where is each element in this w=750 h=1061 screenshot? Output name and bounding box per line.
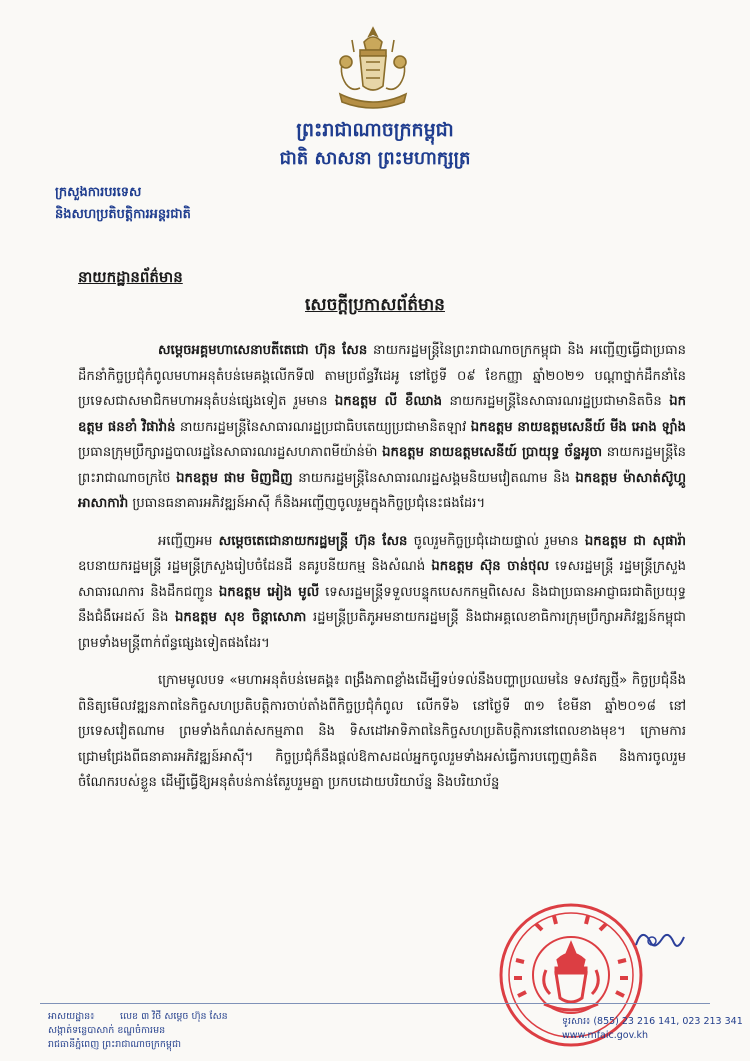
ministry-line-2: និងសហប្រតិបត្តិការអន្តរជាតិ [55, 207, 191, 222]
national-motto: ជាតិ សាសនា ព្រះមហាក្សត្រ [279, 148, 471, 169]
text-bold: សម្តេចអគ្គមហាសេនាបតីតេជោ ហ៊ុន សែន [158, 343, 368, 358]
text-bold: ឯកឧត្តម អៀង មូលី [218, 584, 320, 600]
document-body [78, 338, 686, 808]
text: ចូលរួមកិច្ចប្រជុំដោយផ្ទាល់ រួមមាន [407, 533, 585, 549]
text: នាយករដ្ឋមន្ត្រីនៃព្រះរាជាណាចក្រកម្ពុជា និង អញ្ជើញធ្វើជាប្រធានដឹកនាំកិច្ចប្រជុំកំពូលមហាអនុតំបន់មេគង្គលើកទី៧ តាមប្រព័ន្ធវីដេអូ នៅថ្ងៃទី ០៩ ខែកញ្ញា ឆ្នាំ២០២១ បណ្តាថ្នាក់ដឹកនាំនៃប្រទេសជាសមាជិកមហាអនុតំបន់ផ្សេងទៀត រួមមាន [78, 343, 687, 409]
text-bold: ឯកឧត្តម ជា សុផារ៉ា [584, 533, 687, 549]
text: ប្រធានធនាគារអភិវឌ្ឍន៍អាស៊ី ក៏និងអញ្ជើញចូលរួមក្នុងកិច្ចប្រជុំនេះផងដែរ។ [128, 496, 486, 511]
text-bold: ឯកឧត្តម នាយឧត្តមសេនីយ៍ មីង អោង ឡាំង [470, 419, 686, 435]
text: ប្រធានក្រុមប្រឹក្សារដ្ឋបាលរដ្ឋនៃសាធារណរដ្ឋសហភាពមីយ៉ាន់ម៉ា [78, 445, 383, 460]
ministry-line-1: ក្រសួងការបរទេស [55, 185, 142, 200]
kingdom-name: ព្រះរាជាណាចក្រកម្ពុជា [296, 119, 454, 141]
paragraph-2 [78, 529, 686, 657]
footer-contact [562, 1015, 743, 1043]
website: www.mfaic.gov.kh [562, 1030, 649, 1041]
text: ទេសរដ្ឋមន្ត្រី រដ្ឋមន្ត្រីក្រសួងសាធារណការ និងដឹកជញ្ជូន [78, 559, 686, 600]
text-bold: ឯកឧត្តម ផាម មិញជិញ [176, 470, 293, 486]
text: នាយករដ្ឋមន្ត្រីនៃសាធារណរដ្ឋប្រជាមានិតចិន [442, 394, 670, 409]
document-title: សេចក្តីប្រកាសព័ត៌មាន [305, 295, 445, 315]
text: នាយករដ្ឋមន្ត្រីនៃព្រះរាជាណាចក្រថៃ [78, 445, 686, 486]
text-bold: ឯកឧត្តម ម៉ាសាត់ស៊ូហ្គូ អាសាកាវ៉ា [78, 470, 686, 511]
text: នាយករដ្ឋមន្ត្រីនៃសាធារណរដ្ឋប្រជាធិបតេយ្យប្រជាមានិតឡាវ [175, 419, 471, 435]
footer-address-line-1 [48, 1010, 228, 1024]
text-bold: ឯកឧត្តម ស៊ុន ចាន់ថុល [431, 559, 550, 574]
text-bold: ឯកឧត្តម សុខ ចិន្តាសោភា [175, 610, 307, 625]
text-bold: ឯកឧត្តម លី ខឺឈាង [334, 394, 443, 409]
text-bold: ឯកឧត្តម នាយឧត្តមសេនីយ៍ ប្រាយុទ្ធ ច័ន្ទអូចា [382, 445, 603, 460]
ministry-name [55, 182, 191, 226]
text: នាយករដ្ឋមន្ត្រីនៃសាធារណរដ្ឋសង្គមនិយមវៀតណាម និង [292, 470, 576, 486]
address-value: លេខ ៣ វិថី សម្តេច ហ៊ុន សែន [120, 1011, 228, 1022]
text-bold: ឯកឧត្តម ផនខាំ វិផាវ៉ាន់ [78, 394, 686, 435]
footer-address-line-2: សង្កាត់ទន្លេបាសាក់ ខណ្ឌចំការមន [48, 1025, 166, 1036]
fax-number: ទូរសារ៖ (855) 23 216 141, 023 213 341 [562, 1016, 743, 1027]
footer-address-line-3: រាជធានីភ្នំពេញ ព្រះរាជាណាចក្រកម្ពុជា [48, 1039, 181, 1050]
text: ទេសរដ្ឋមន្ត្រីទទួលបន្ទុកបេសកកម្មពិសេស និងជាប្រធានអាជ្ញាធរជាតិប្រយុទ្ធនឹងជំងឺអេដស៍ និង [78, 584, 686, 625]
footer-address [48, 1010, 228, 1052]
paragraph-3: ក្រោមមូលបទ «មហាអនុតំបន់មេគង្គ៖ ពង្រឹងភាពខ្លាំងដើម្បីទប់ទល់នឹងបញ្ហាប្រឈមនៃ ទសវត្សថ្មី» កិច្ចប្រជុំនឹងពិនិត្យមើលវឌ្ឍនភាពនៃកិច្ចសហប្រតិបត្តិការចាប់តាំងពីកិច្ចប្រជុំកំពូល លើកទី៦ នៅថ្ងៃទី ៣១ ខែមីនា ឆ្នាំ២០១៨ នៅប្រទេសវៀតណាម ព្រមទាំងកំណត់សកម្មភាព និង ទិសដៅអាទិភាពនៃកិច្ចសហប្រតិបត្តិការនៅពេលខាងមុខ។ ក្រោមការជ្រោមជ្រែងពីធនាគារអភិវឌ្ឍន៍អាស៊ី។ កិច្ចប្រជុំក៏នឹងផ្តល់ឱកាសដល់អ្នកចូលរួមទាំងអស់ធ្វើការបញ្ចេញគំនិត និងការចូលរួម ចំណែករបស់ខ្លួន ដើម្បីធ្វើឱ្យអនុតំបន់កាន់តែរួបរួមគ្នា ប្រកបដោយបរិយាប័ន្ន និងបរិយាប័ន្ន [78, 673, 686, 790]
footer-divider [40, 1003, 710, 1004]
paragraph-1 [78, 338, 686, 517]
text: ឧបនាយករដ្ឋមន្ត្រី រដ្ឋមន្ត្រីក្រសួងរៀបចំដែនដី នគរូបនីយកម្ម និងសំណង់ [78, 559, 432, 574]
royal-coat-of-arms-icon [330, 22, 416, 114]
text-bold: សម្តេចតេជោនាយករដ្ឋមន្ត្រី ហ៊ុន សែន [218, 533, 408, 549]
handwritten-signature [628, 921, 688, 957]
address-label: អាសយដ្ឋាន៖ [48, 1011, 95, 1022]
department-name: នាយកដ្ឋានព័ត៌មាន [78, 268, 183, 286]
text: រដ្ឋមន្ត្រីប្រតិភូអមនាយករដ្ឋមន្ត្រី និងជាអគ្គលេខាធិការក្រុមប្រឹក្សាអភិវឌ្ឍន៍កម្ពុជា ព្រមទាំងមន្ត្រីពាក់ព័ន្ធផ្សេងទៀតផងដែរ។ [78, 610, 686, 651]
text: អញ្ជើញអម [158, 533, 219, 549]
